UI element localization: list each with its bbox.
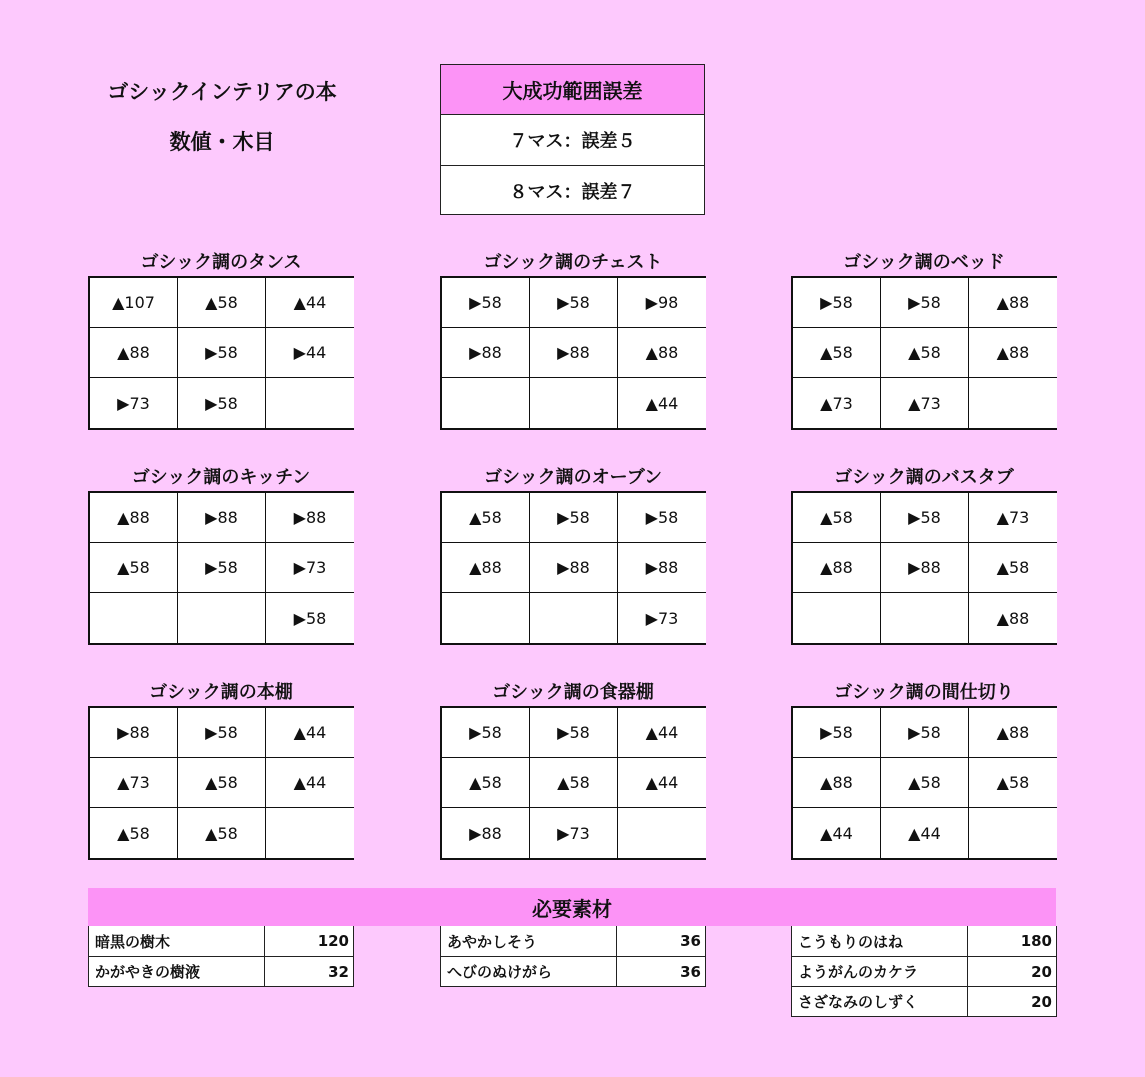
material-name: ようがんのカケラ [792,957,968,986]
material-row [89,926,353,956]
grid-cell [881,593,969,643]
grid-cell: ▶58 [881,493,969,543]
furniture-name: ゴシック調のチェスト [483,252,663,273]
material-qty: 120 [317,932,349,950]
materials-title: 必要素材 [88,888,1056,926]
furniture-name: ゴシック調のベッド [843,252,1005,273]
grid-cell: ▲58 [530,758,618,808]
grid-cell: ▲73 [969,493,1057,543]
grid-cell: ▶88 [442,808,530,858]
furniture-block [88,246,354,430]
grid-cell: ▶44 [266,328,354,378]
furniture-name: ゴシック調の食器棚 [492,682,654,703]
grid-cell: ▲58 [793,328,881,378]
furniture-block [440,246,706,430]
grid-cell: ▶58 [178,328,266,378]
grid-cell: ▲58 [793,493,881,543]
grid-cell: ▲58 [442,493,530,543]
grid-cell: ▶88 [881,543,969,593]
grid-cell [266,378,354,428]
grid-cell: ▲44 [793,808,881,858]
grid-cell [969,378,1057,428]
grid-cell: ▶58 [618,493,706,543]
grid-cell: ▲107 [90,278,178,328]
grid-cell: ▲58 [969,543,1057,593]
furniture-name: ゴシック調の本棚 [149,682,293,703]
grid-cell: ▲58 [969,758,1057,808]
grid-cell [266,808,354,858]
material-row [792,926,1056,956]
value-grid [791,276,1057,430]
value-grid [791,706,1057,860]
furniture-name: ゴシック調のバスタブ [834,467,1014,488]
grid-cell [969,808,1057,858]
material-row [89,956,353,986]
grid-cell: ▲58 [881,328,969,378]
grid-cell: ▶58 [178,378,266,428]
furniture-name: ゴシック調のキッチン [131,467,311,488]
material-name: さざなみのしずく [792,987,968,1016]
page-title: ゴシックインテリアの本 [107,80,337,104]
furniture-block [88,461,354,645]
material-qty: 180 [1020,932,1052,950]
materials-section [88,888,1056,1011]
value-grid [440,706,706,860]
grid-cell: ▶58 [793,708,881,758]
grid-cell: ▶58 [530,708,618,758]
material-name: へびのぬけがら [441,957,617,986]
grid-cell: ▶98 [618,278,706,328]
grid-cell: ▶58 [178,543,266,593]
grid-cell: ▲44 [266,278,354,328]
grid-cell: ▶88 [442,328,530,378]
material-qty: 20 [1031,992,1052,1011]
grid-cell: ▲88 [442,543,530,593]
grid-cell: ▶58 [530,493,618,543]
material-row [792,956,1056,986]
grid-cell: ▲88 [793,543,881,593]
grid-cell: ▶58 [881,278,969,328]
material-name: こうもりのはね [792,926,968,956]
grid-cell [530,593,618,643]
grid-cell: ▲73 [881,378,969,428]
grid-cell: ▶73 [266,543,354,593]
value-grid [88,276,354,430]
furniture-block [440,461,706,645]
tolerance-row: ７マス：誤差５ [509,131,636,152]
grid-cell: ▶58 [442,708,530,758]
value-grid [440,276,706,430]
grid-cell [793,593,881,643]
tolerance-title: 大成功範囲誤差 [441,65,704,115]
grid-cell: ▲88 [793,758,881,808]
grid-cell: ▲58 [178,808,266,858]
value-grid [440,491,706,645]
material-qty: 20 [1031,962,1052,981]
material-name: 暗黒の樹木 [89,926,265,956]
grid-cell: ▶58 [178,708,266,758]
grid-cell [442,593,530,643]
grid-cell: ▲58 [442,758,530,808]
material-qty: 32 [328,962,349,981]
grid-cell: ▲44 [618,708,706,758]
furniture-block [88,676,354,860]
material-row [441,926,705,956]
grid-cell: ▶58 [266,593,354,643]
furniture-block [791,246,1057,430]
grid-cell: ▶58 [530,278,618,328]
tolerance-row: ８マス：誤差７ [441,165,704,215]
grid-cell: ▶88 [618,543,706,593]
grid-cell: ▶58 [442,278,530,328]
grid-cell: ▲88 [969,278,1057,328]
value-grid [88,491,354,645]
furniture-block [791,461,1057,645]
grid-cell [530,378,618,428]
grid-cell: ▲88 [618,328,706,378]
grid-cell: ▶73 [530,808,618,858]
grid-cell: ▲44 [266,758,354,808]
grid-cell: ▲44 [266,708,354,758]
grid-cell: ▲73 [793,378,881,428]
materials-table [440,926,706,987]
tolerance-table [440,64,705,215]
grid-cell: ▲88 [969,328,1057,378]
grid-cell: ▲88 [90,328,178,378]
grid-cell: ▲58 [178,758,266,808]
furniture-block [791,676,1057,860]
grid-cell: ▶73 [618,593,706,643]
grid-cell [618,808,706,858]
grid-cell: ▲73 [90,758,178,808]
furniture-block [440,676,706,860]
grid-cell: ▶88 [178,493,266,543]
material-qty: 36 [680,962,701,981]
grid-cell [442,378,530,428]
grid-cell: ▲44 [881,808,969,858]
grid-cell: ▶88 [90,708,178,758]
grid-cell: ▶73 [90,378,178,428]
grid-cell: ▲88 [969,593,1057,643]
furniture-name: ゴシック調のタンス [140,252,302,273]
grid-cell: ▲58 [178,278,266,328]
furniture-name: ゴシック調のオーブン [483,467,663,488]
material-row [792,986,1056,1016]
material-row [441,956,705,986]
material-name: あやかしそう [441,926,617,956]
grid-cell: ▶88 [266,493,354,543]
grid-cell: ▲44 [618,758,706,808]
grid-cell: ▶58 [881,708,969,758]
grid-cell: ▶88 [530,328,618,378]
grid-cell: ▲88 [90,493,178,543]
grid-cell: ▶58 [793,278,881,328]
grid-cell: ▲58 [90,808,178,858]
page-subtitle: 数値・木目 [169,130,275,154]
material-name: かがやきの樹液 [89,957,265,986]
grid-cell: ▲88 [969,708,1057,758]
materials-table [88,926,354,987]
grid-cell [90,593,178,643]
grid-cell [178,593,266,643]
grid-cell: ▶88 [530,543,618,593]
grid-cell: ▲44 [618,378,706,428]
material-qty: 36 [680,932,701,950]
value-grid [791,491,1057,645]
value-grid [88,706,354,860]
materials-table [791,926,1057,1017]
grid-cell: ▲58 [90,543,178,593]
grid-cell: ▲58 [881,758,969,808]
furniture-name: ゴシック調の間仕切り [834,682,1014,703]
